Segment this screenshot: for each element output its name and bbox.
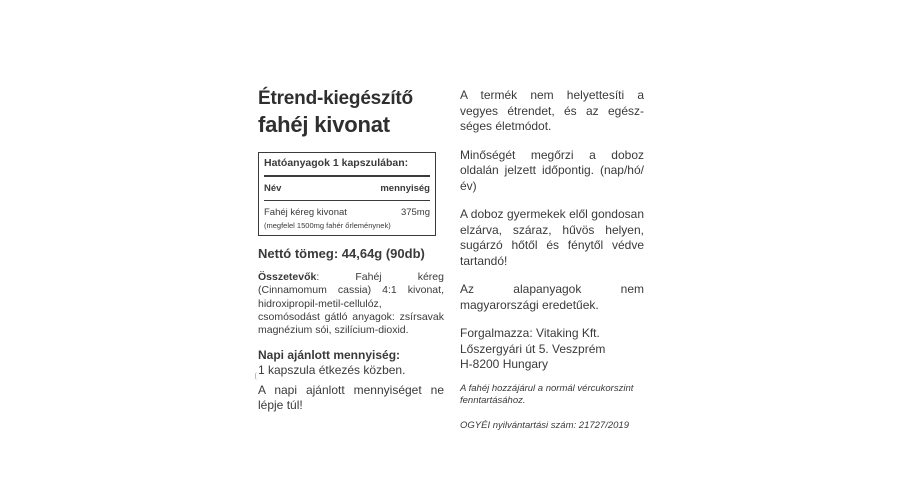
table-row xyxy=(264,207,430,219)
product-title-line1: Étrend-kiegészítő xyxy=(258,88,413,109)
distributor-line2: Lőszergyári út 5. Veszprém xyxy=(460,341,606,356)
active-ingredients-table xyxy=(258,152,436,236)
table-divider-thick xyxy=(264,175,430,177)
row-note: (megfelel 1500mg fahér őrleménynek) xyxy=(264,221,391,230)
paragraph-storage: A doboz gyermekek elől gondosan elzárva, száraz, hűvös helyen, sugárzó hőtől és fénytől védve tartandó! xyxy=(460,207,644,268)
right-column xyxy=(460,88,644,444)
product-title-line2: fahéj kivonat xyxy=(258,112,390,137)
health-claim: A fahéj hozzájárul a normál vércukorszint fenntartásához. xyxy=(460,382,634,406)
left-column xyxy=(258,88,444,413)
paragraph-origin: Az alapanyagok nem magyarországi eredetűek. xyxy=(460,282,644,312)
dose-text: 1 kapszula étkezés közben. xyxy=(258,363,406,378)
net-weight: Nettó tömeg: 44,64g (90db) xyxy=(258,246,425,261)
row-ingredient-amount: 375mg xyxy=(400,207,430,218)
ingredients-label: Összetevők xyxy=(258,271,317,283)
paragraph-best-before: Minőségét megőrzi a doboz oldalán jelzett időpontig. (nap/hó/év) xyxy=(460,147,644,193)
print-mark xyxy=(255,372,260,380)
table-divider-thin xyxy=(264,200,430,201)
ingredients-paragraph xyxy=(258,271,444,337)
table-header: Hatóanyagok 1 kapszulában: xyxy=(264,157,409,169)
dose-title: Napi ajánlott mennyiség: xyxy=(258,348,401,363)
registration-number: OGYÉI nyilvántartási szám: 21727/2019 xyxy=(460,419,629,431)
row-ingredient-name: Fahéj kéreg kivonat xyxy=(264,207,347,218)
column-name: Név xyxy=(264,183,282,194)
table-column-headers xyxy=(264,183,430,195)
dose-warning: A napi ajánlott mennyiséget ne lépje túl! xyxy=(258,383,444,413)
paragraph-diet-notice: A termék nem helyettesíti a vegyes étrendet, és az egészséges életmódot. xyxy=(460,88,644,133)
ingredients-text: : Fahéj kéreg (Cinnamomum cassia) 4:1 kivonat, hidroxipropil-metil-cellulóz, csomósodást gátló anyagok: zsírsavak magnézium sói, szilícium-dioxid. xyxy=(258,271,444,337)
distributor-line3: H-8200 Hungary xyxy=(460,357,549,371)
column-amount: mennyiség xyxy=(380,183,430,194)
distributor-block xyxy=(460,326,644,373)
distributor-line1: Forgalmazza: Vitaking Kft. xyxy=(460,326,600,340)
